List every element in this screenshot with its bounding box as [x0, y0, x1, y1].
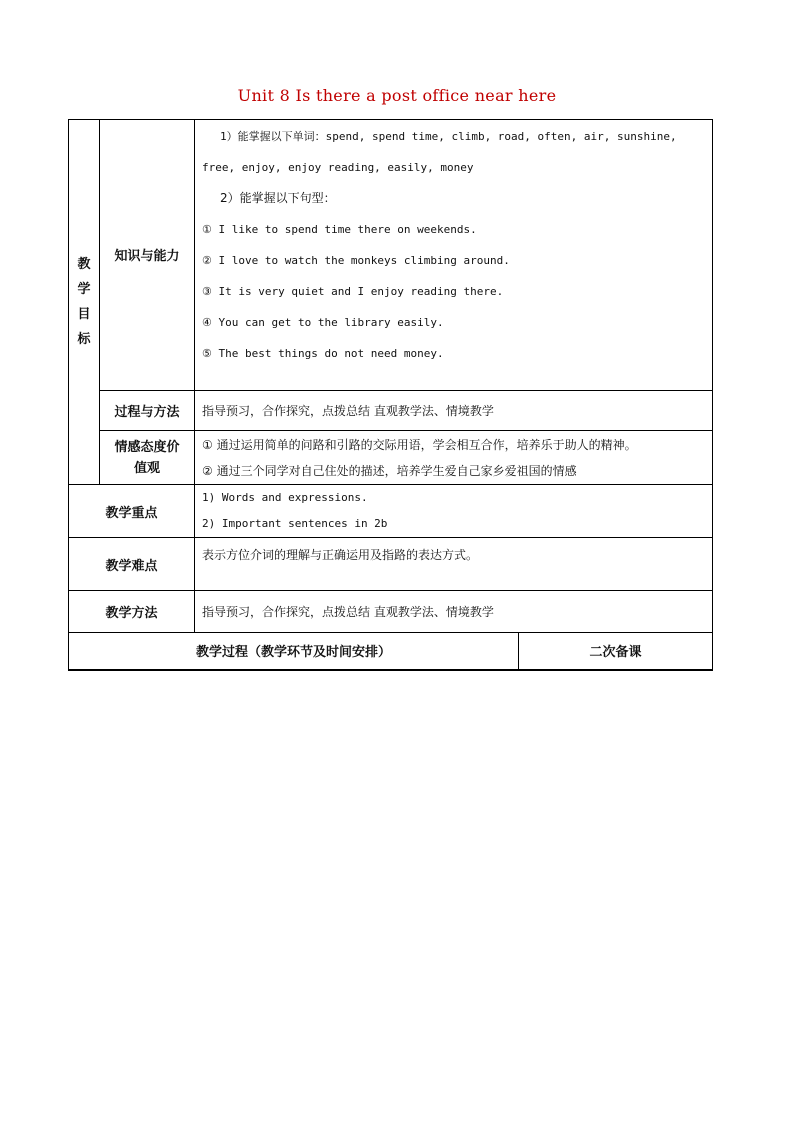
process-header-row [69, 633, 713, 670]
process-label: 过程与方法 [100, 391, 195, 431]
objectives-side-label: 教 学 目 标 [69, 120, 100, 485]
knowledge-content [195, 120, 713, 391]
lesson-plan-table [68, 119, 713, 671]
knowledge-line: free, enjoy, enjoy reading, easily, money [202, 161, 474, 174]
key-point-line: 2) Important sentences in 2b [202, 517, 388, 530]
key-points-row [69, 485, 713, 538]
knowledge-line: ③ It is very quiet and I enjoy reading there. [202, 285, 504, 298]
second-prep-header: 二次备课 [519, 633, 713, 670]
knowledge-line: 1）能掌握以下单词：spend, spend time, climb, road, often, air, sunshine, [220, 130, 677, 143]
methods-label: 教学方法 [69, 591, 195, 633]
objectives-attitude-row [69, 431, 713, 485]
process-content: 指导预习，合作探究，点拨总结 直观教学法、情境教学 [195, 391, 713, 431]
knowledge-line: 2）能掌握以下句型： [220, 191, 336, 205]
key-points-content [195, 485, 713, 538]
attitude-line: ② 通过三个同学对自己住处的描述，培养学生爱自己家乡爱祖国的情感 [202, 463, 577, 478]
objectives-process-row [69, 391, 713, 431]
difficult-points-label: 教学难点 [69, 538, 195, 591]
objectives-knowledge-row [69, 120, 713, 391]
process-header: 教学过程（教学环节及时间安排） [69, 633, 519, 670]
document-title: Unit 8 Is there a post office near here [237, 86, 557, 105]
key-point-line: 1) Words and expressions. [202, 491, 368, 504]
knowledge-line: ② I love to watch the monkeys climbing around. [202, 254, 510, 267]
attitude-label: 情感态度价 值观 [100, 431, 195, 485]
difficult-points-content: 表示方位介词的理解与正确运用及指路的表达方式。 [195, 538, 713, 591]
attitude-content [195, 431, 713, 485]
methods-content: 指导预习，合作探究，点拨总结 直观教学法、情境教学 [195, 591, 713, 633]
knowledge-line: ④ You can get to the library easily. [202, 316, 444, 329]
methods-row [69, 591, 713, 633]
attitude-line: ① 通过运用简单的问路和引路的交际用语，学会相互合作，培养乐于助人的精神。 [202, 437, 637, 452]
knowledge-line: ⑤ The best things do not need money. [202, 347, 444, 360]
key-points-label: 教学重点 [69, 485, 195, 538]
difficult-points-row [69, 538, 713, 591]
knowledge-line: ① I like to spend time there on weekends. [202, 223, 477, 236]
knowledge-label: 知识与能力 [100, 120, 195, 391]
